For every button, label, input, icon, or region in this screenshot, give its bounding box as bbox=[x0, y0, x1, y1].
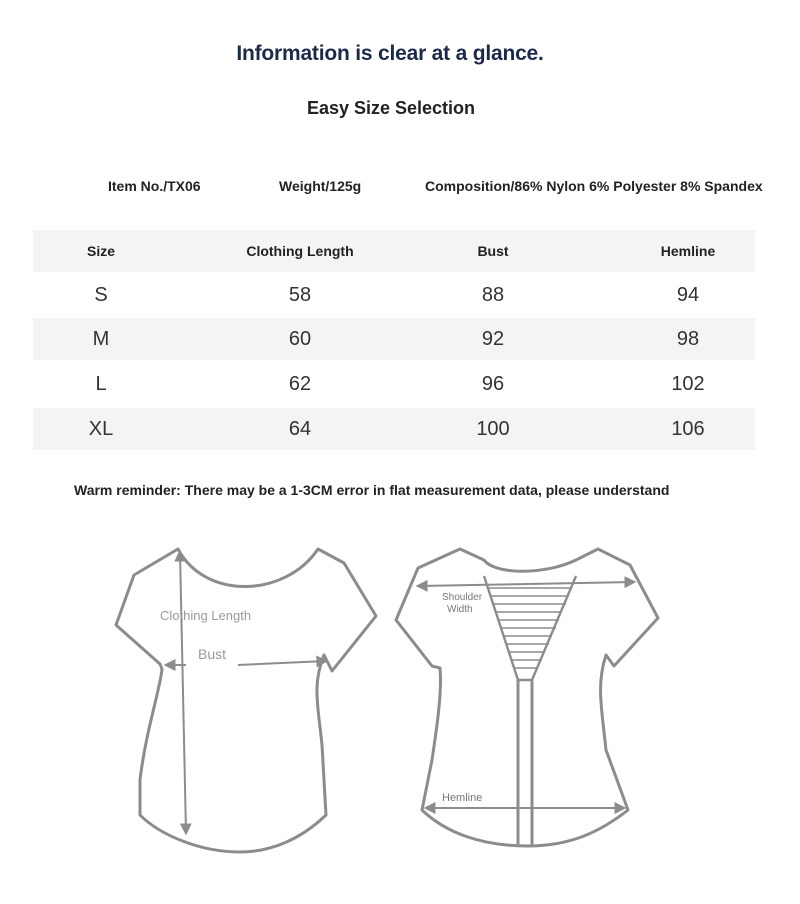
shoulder-width-label-line2: Width bbox=[447, 604, 473, 615]
measurement-reminder: Warm reminder: There may be a 1-3CM error in flat measurement data, please understand bbox=[74, 482, 670, 498]
hemline-label: Hemline bbox=[442, 792, 483, 804]
mesh-back-panel bbox=[484, 576, 576, 680]
table-cell-size: S bbox=[94, 283, 108, 306]
clothing-length-arrow bbox=[180, 552, 186, 833]
column-header-clothing-length: Clothing Length bbox=[246, 243, 354, 259]
table-header-row bbox=[33, 230, 755, 272]
table-row bbox=[33, 408, 755, 450]
bust-label: Bust bbox=[198, 646, 227, 662]
table-row bbox=[33, 272, 755, 318]
table-row bbox=[33, 318, 755, 360]
shoulder-width-label-line1: Shoulder bbox=[442, 592, 483, 603]
spec-item-number: Item No./TX06 bbox=[108, 178, 201, 194]
table-cell-clothing-length: 60 bbox=[288, 327, 312, 350]
table-cell-clothing-length: 58 bbox=[288, 283, 312, 306]
table-cell-hemline: 94 bbox=[676, 283, 700, 306]
spec-weight: Weight/125g bbox=[279, 178, 362, 194]
table-cell-bust: 96 bbox=[481, 372, 505, 395]
table-cell-size: M bbox=[92, 327, 110, 350]
shoulder-width-arrow bbox=[418, 582, 634, 586]
size-table bbox=[33, 230, 755, 450]
column-header-size: Size bbox=[86, 243, 115, 259]
spec-composition: Composition/86% Nylon 6% Polyester 8% Spandex bbox=[425, 178, 763, 194]
table-cell-size: L bbox=[95, 372, 107, 395]
back-shirt-illustration bbox=[396, 549, 658, 846]
table-cell-size: XL bbox=[88, 417, 114, 440]
measurement-diagram bbox=[0, 540, 800, 904]
column-header-hemline: Hemline bbox=[660, 243, 716, 259]
front-shirt-illustration bbox=[116, 549, 376, 852]
table-cell-hemline: 106 bbox=[671, 417, 705, 440]
table-cell-hemline: 98 bbox=[676, 327, 700, 350]
table-row bbox=[33, 360, 755, 408]
table-cell-bust: 88 bbox=[481, 283, 505, 306]
bust-arrow-right bbox=[238, 661, 326, 665]
table-cell-bust: 100 bbox=[476, 417, 510, 440]
table-cell-clothing-length: 64 bbox=[288, 417, 312, 440]
table-cell-bust: 92 bbox=[481, 327, 505, 350]
column-header-bust: Bust bbox=[477, 243, 509, 259]
table-cell-hemline: 102 bbox=[671, 372, 705, 395]
page-headline: Information is clear at a glance. bbox=[236, 42, 544, 65]
page-subhead: Easy Size Selection bbox=[306, 98, 476, 118]
clothing-length-label: Clothing Length bbox=[160, 608, 252, 623]
table-cell-clothing-length: 62 bbox=[288, 372, 312, 395]
